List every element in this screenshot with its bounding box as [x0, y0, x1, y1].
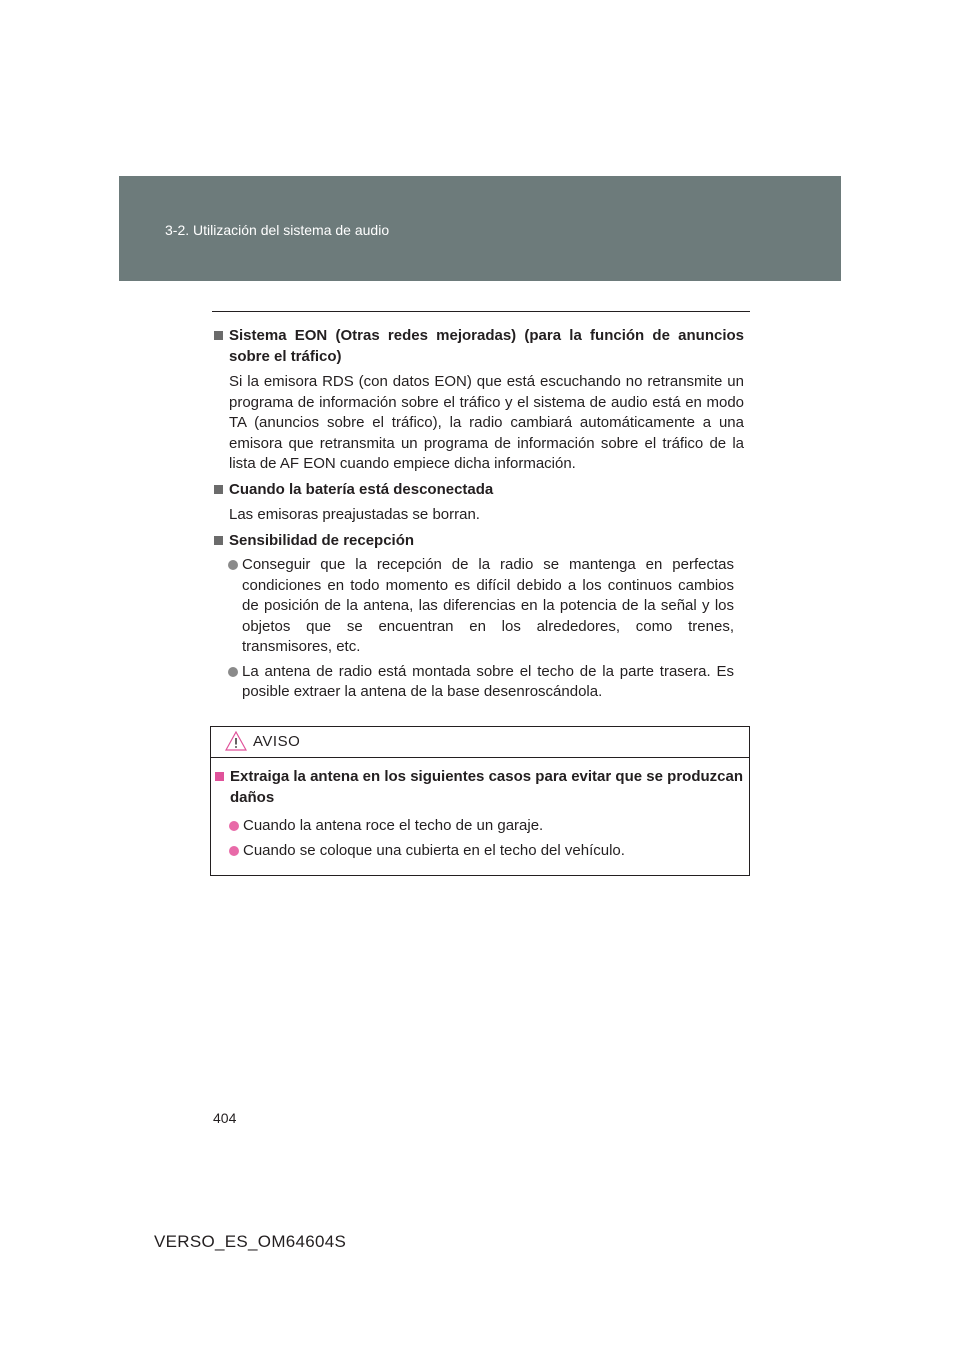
- list-item-text: Conseguir que la recepción de la radio se mantenga en perfectas condiciones en todo momento es difícil debido a los continuos cambios de posición de la antena, las diferencias en la potencia de la señal y los objetos que se encuentran en los alrededores, como trenes, transmisores, etc.: [242, 556, 734, 655]
- warning-body: [213, 767, 743, 865]
- page-number: 404: [213, 1110, 237, 1126]
- section-body-battery: Las emisoras preajustadas se borran.: [229, 506, 480, 523]
- square-bullet-icon: [214, 485, 223, 494]
- warning-title: AVISO: [253, 733, 301, 750]
- warning-header: [211, 727, 749, 758]
- section-title: 3-2. Utilización del sistema de audio: [165, 222, 390, 238]
- list-item-text: La antena de radio está montada sobre el techo de la parte trasera. Es posible extraer la antena de la base desenroscándola.: [242, 662, 734, 700]
- heading-text: Sistema EON (Otras redes mejoradas) (para la función de anuncios sobre el tráfico): [229, 327, 744, 365]
- section-heading-battery: [212, 480, 744, 501]
- circle-bullet-icon: [229, 846, 239, 856]
- top-divider: [212, 311, 750, 312]
- section-heading-eon: [212, 326, 744, 367]
- square-bullet-icon: [215, 772, 224, 781]
- list-item: [213, 816, 743, 837]
- section-body-eon: Si la emisora RDS (con datos EON) que está escuchando no retransmite un programa de información sobre el tráfico y el sistema de audio está en modo TA (anuncios sobre el tráfico), la radio cambiará automáticamente a una emisora que retransmita un programa de información sobre el tráfico de la lista de AF EON cuando empiece dicha información.: [229, 373, 744, 472]
- heading-text: Extraiga la antena en los siguientes casos para evitar que se produzcan daños: [230, 768, 743, 806]
- main-content: [212, 326, 744, 707]
- list-item-text: Cuando se coloque una cubierta en el techo del vehículo.: [243, 841, 625, 859]
- circle-bullet-icon: [228, 560, 238, 570]
- heading-text: Cuando la batería está desconectada: [229, 480, 494, 498]
- square-bullet-icon: [214, 536, 223, 545]
- list-item: [213, 841, 743, 862]
- section-heading-sensitivity: [212, 531, 744, 552]
- warning-box: [210, 726, 750, 876]
- square-bullet-icon: [214, 331, 223, 340]
- warning-triangle-icon: [225, 731, 247, 751]
- warning-heading: [213, 767, 743, 808]
- list-item-text: Cuando la antena roce el techo de un garaje.: [243, 817, 544, 834]
- document-id: VERSO_ES_OM64604S: [154, 1232, 347, 1251]
- circle-bullet-icon: [228, 667, 238, 677]
- list-item: [212, 662, 744, 703]
- heading-text: Sensibilidad de recepción: [229, 531, 415, 549]
- list-item: [212, 555, 744, 658]
- circle-bullet-icon: [229, 821, 239, 831]
- header-band: [119, 176, 841, 281]
